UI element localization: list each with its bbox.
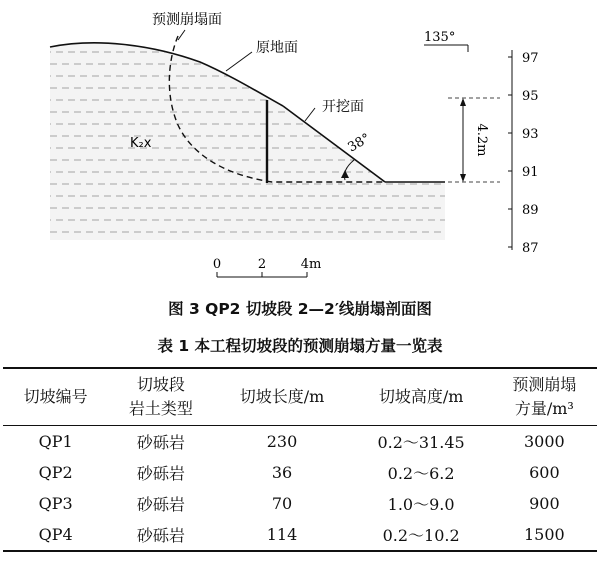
table-header-cell — [351, 368, 492, 426]
slope-angle-label: 38° — [345, 130, 373, 156]
scale-tick-4: 4m — [300, 257, 322, 272]
table-cell: 0.2～10.2 — [382, 526, 460, 545]
table-cell: QP2 — [38, 463, 73, 482]
header-line: 切坡编号 — [23, 387, 88, 406]
header-line: 岩土类型 — [128, 399, 193, 418]
table-cell: QP4 — [38, 525, 73, 544]
scale-tick-2: 2 — [257, 257, 267, 272]
height-label: 4.2m — [474, 123, 489, 157]
table-cell: 1500 — [524, 525, 565, 544]
table-cell: 砂砾岩 — [136, 526, 185, 545]
scale-bar — [217, 272, 307, 277]
height-arrow-top — [460, 98, 466, 106]
table-cell: QP1 — [38, 432, 73, 451]
original-ground-label: 原地面 — [256, 40, 298, 56]
elevation-tick-label: 95 — [522, 89, 539, 104]
stratum-label: K₂x — [130, 136, 152, 151]
predicted-collapse-label: 预测崩塌面 — [152, 12, 222, 28]
height-arrow-bottom — [460, 174, 466, 182]
rock-mass — [44, 43, 450, 240]
table-body — [3, 426, 597, 552]
collapse-volume-table — [3, 367, 597, 552]
table-cell: 230 — [266, 432, 298, 451]
table-cell: 砂砾岩 — [136, 464, 185, 483]
table-row — [3, 426, 597, 458]
header-line: 预测崩塌 — [512, 375, 577, 394]
table-header-cell — [108, 368, 213, 426]
scale-tick-0: 0 — [212, 257, 222, 272]
elevation-tick-label: 97 — [522, 51, 539, 66]
table-cell: 36 — [271, 463, 293, 482]
table-cell: 3000 — [524, 432, 565, 451]
header-line: 切坡长度/m — [239, 387, 325, 406]
table-cell: QP3 — [38, 494, 73, 513]
collapse-label-leader — [178, 30, 185, 40]
table-row — [3, 457, 597, 488]
table-header-cell — [3, 368, 108, 426]
elevation-tick-label: 91 — [522, 165, 539, 180]
excavation-face-label: 开挖面 — [322, 99, 364, 115]
table-header-cell — [213, 368, 350, 426]
header-line: 切坡高度/m — [378, 387, 464, 406]
table-cell: 900 — [529, 494, 560, 513]
table-cell: 114 — [266, 525, 298, 544]
elevation-tick-label: 87 — [522, 241, 539, 256]
elevation-ticks — [508, 51, 539, 256]
figure-caption: 图 3 QP2 切坡段 2—2′线崩塌剖面图 — [168, 300, 432, 318]
table-caption: 表 1 本工程切坡段的预测崩塌方量一览表 — [157, 337, 443, 355]
ground-label-leader — [226, 52, 252, 71]
table-header-cell — [492, 368, 597, 426]
table-cell: 0.2～6.2 — [387, 464, 455, 483]
table-cell: 0.2～31.45 — [377, 433, 465, 452]
table-row — [3, 488, 597, 519]
table-cell: 70 — [271, 494, 293, 513]
table-cell: 1.0～9.0 — [387, 495, 455, 514]
face-label-leader — [305, 108, 315, 121]
azimuth-label: 135° — [424, 30, 456, 45]
elevation-tick-label: 89 — [522, 203, 539, 218]
table-cell: 砂砾岩 — [136, 495, 185, 514]
table-header-row — [3, 368, 597, 426]
table-row — [3, 519, 597, 551]
header-line: 切坡段 — [136, 375, 185, 394]
table-cell: 砂砾岩 — [136, 433, 185, 452]
elevation-tick-label: 93 — [522, 127, 539, 142]
header-line: 方量/m³ — [514, 399, 574, 418]
table-cell: 600 — [529, 463, 560, 482]
